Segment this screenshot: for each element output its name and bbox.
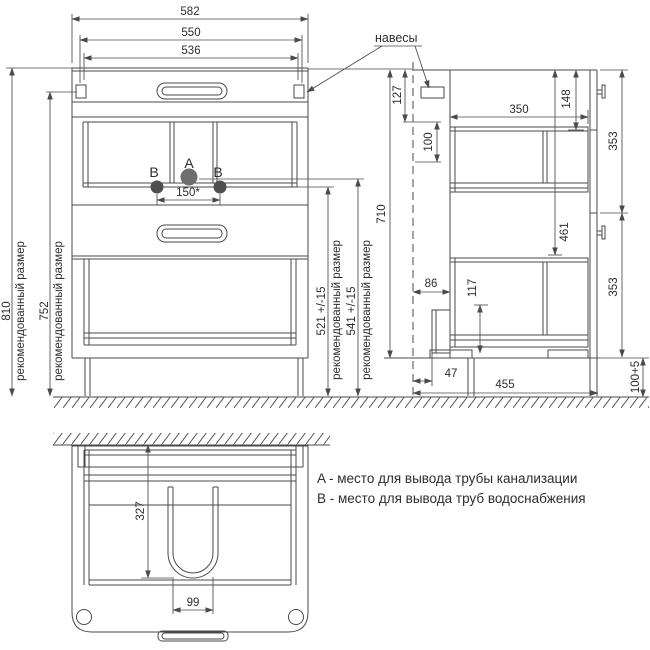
middle-dimensions bbox=[199, 69, 412, 396]
dim-127: 127 bbox=[392, 85, 405, 105]
dim-541: 541 +/-15 bbox=[346, 286, 359, 336]
dim-455: 455 bbox=[495, 379, 515, 391]
dim-521-note: рекомендованный размер bbox=[331, 240, 344, 380]
naves-label: навесы bbox=[375, 31, 418, 45]
dim-536: 536 bbox=[181, 45, 201, 57]
dim-117: 117 bbox=[467, 278, 480, 298]
dim-47: 47 bbox=[444, 368, 458, 380]
hinge-left bbox=[76, 85, 86, 98]
dim-353-bottom: 353 bbox=[608, 277, 621, 297]
floor-hatch bbox=[53, 397, 649, 408]
bottom-dimensions bbox=[135, 445, 213, 614]
drawer-box-top bbox=[450, 127, 588, 192]
hanger-bracket-right bbox=[296, 446, 303, 467]
side-view bbox=[384, 62, 605, 396]
siphon-cutout bbox=[168, 487, 218, 578]
dim-150: 150* bbox=[176, 187, 200, 199]
front-view bbox=[72, 68, 308, 396]
dim-521: 521 +/-15 bbox=[316, 286, 329, 336]
wall-bracket bbox=[421, 87, 444, 98]
drawer-handle-bottom bbox=[157, 225, 227, 242]
dim-99: 99 bbox=[186, 597, 200, 609]
dim-810-note: рекомендованный размер bbox=[15, 241, 28, 381]
dim-582: 582 bbox=[180, 6, 200, 18]
hinge-right bbox=[294, 85, 304, 98]
wall-hatch bbox=[53, 433, 330, 445]
siphon-step bbox=[432, 310, 450, 353]
dim-350: 350 bbox=[509, 104, 529, 116]
dim-752: 752 bbox=[39, 301, 52, 321]
pipe-b-label-right: B bbox=[213, 164, 223, 180]
dim-550: 550 bbox=[181, 27, 201, 39]
dim-461: 461 bbox=[559, 222, 572, 242]
pipe-b-label-left: B bbox=[149, 164, 159, 180]
dim-100: 100 bbox=[423, 132, 436, 152]
pipe-b-circle-right bbox=[214, 181, 227, 194]
dim-148: 148 bbox=[561, 89, 574, 109]
leg-circle-right bbox=[289, 610, 304, 625]
pipe-b-circle-left bbox=[151, 181, 164, 194]
legend-line-b: B - место для вывода труб водоснабжения bbox=[317, 491, 586, 506]
dim-327: 327 bbox=[135, 501, 148, 521]
dim-710: 710 bbox=[376, 204, 389, 224]
drawer-box-bottom bbox=[450, 258, 588, 347]
naves-leader-right bbox=[415, 46, 429, 88]
pipe-a-circle bbox=[181, 169, 198, 186]
drawer-handle-top bbox=[157, 83, 227, 99]
leg-circle-left bbox=[77, 610, 92, 625]
knob-top bbox=[597, 90, 602, 94]
legend-line-a: A - место для вывода трубы канализации bbox=[317, 471, 578, 486]
dim-100-5: 100+5 bbox=[630, 360, 643, 394]
dim-541-note: рекомендованный размер bbox=[361, 240, 374, 380]
dim-353-top: 353 bbox=[608, 131, 621, 151]
pipe-a-label: A bbox=[184, 155, 194, 171]
dim-810: 810 bbox=[1, 301, 14, 321]
dim-752-note: рекомендованный размер bbox=[53, 241, 66, 381]
dim-86: 86 bbox=[424, 278, 438, 290]
knob-bottom bbox=[597, 231, 602, 235]
legend bbox=[317, 471, 586, 506]
